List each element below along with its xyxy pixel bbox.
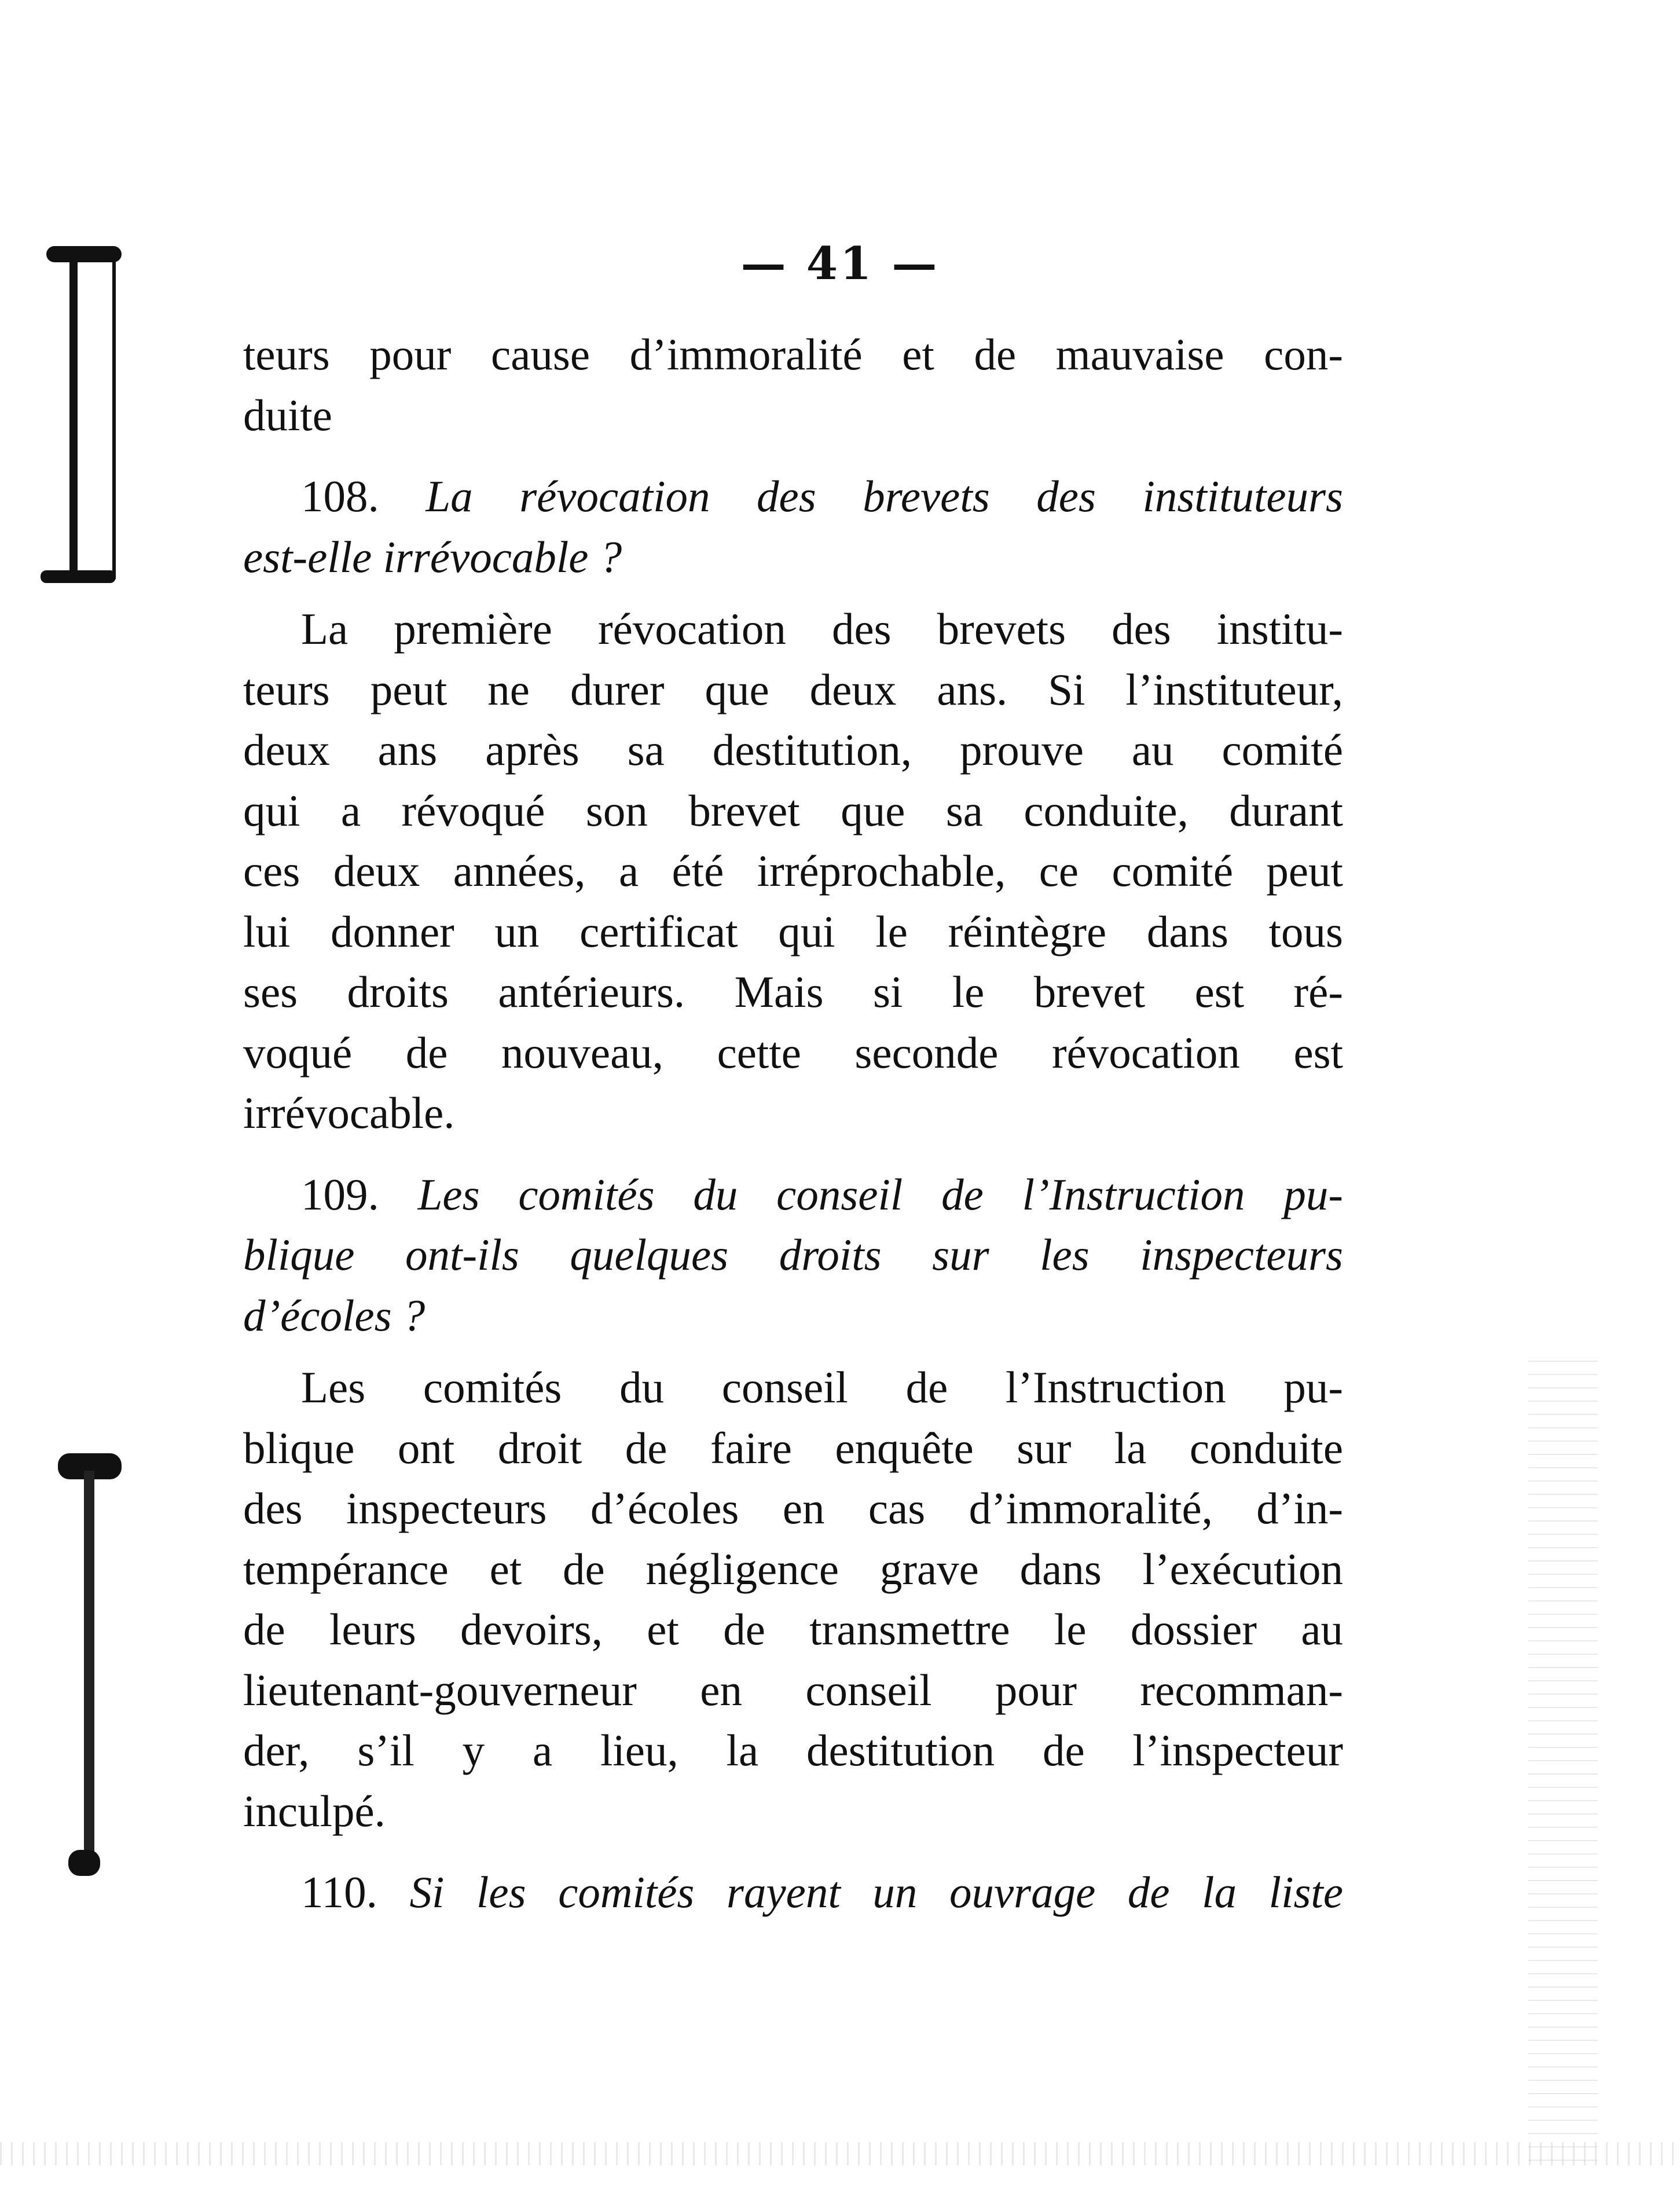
text-line: de leurs devoirs, et de transmettre le dossier au bbox=[243, 1604, 1343, 1654]
text-line: ces deux années, a été irréprochable, ce comité peut bbox=[243, 846, 1343, 896]
text-line: d’écoles ? bbox=[243, 1290, 425, 1340]
binding-mark-top bbox=[69, 255, 116, 579]
text-line: Les comités du conseil de l’Instruction pu- bbox=[301, 1362, 1343, 1412]
continuation-paragraph bbox=[243, 324, 1343, 445]
binding-mark-bottom-foot bbox=[68, 1850, 100, 1876]
text-line: blique ont-ils quelques droits sur les inspecteurs bbox=[243, 1230, 1343, 1280]
text-line: duite bbox=[243, 390, 332, 440]
scan-noise-bottom bbox=[0, 2142, 1680, 2165]
question-number: 110. bbox=[301, 1867, 377, 1917]
question-text: Les comités du conseil de l’Instruction pu- bbox=[417, 1169, 1343, 1219]
text-line: teurs pour cause d’immoralité et de mauvaise con- bbox=[243, 329, 1343, 379]
text-line: voqué de nouveau, cette seconde révocation est bbox=[243, 1027, 1343, 1077]
text-line: teurs peut ne durer que deux ans. Si l’instituteur, bbox=[243, 664, 1343, 714]
question-number: 109. bbox=[301, 1169, 379, 1219]
answer-109 bbox=[243, 1357, 1343, 1841]
text-line: inculpé. bbox=[243, 1786, 386, 1836]
question-text: Si les comités rayent un ouvrage de la liste bbox=[409, 1867, 1344, 1917]
scan-noise-right bbox=[1528, 1361, 1598, 2171]
question-108 bbox=[243, 466, 1343, 587]
question-number: 108. bbox=[301, 471, 379, 521]
text-line: irrévocable. bbox=[243, 1088, 455, 1138]
text-line: La première révocation des brevets des institu- bbox=[301, 604, 1343, 654]
text-line: qui a révoqué son brevet que sa conduite, durant bbox=[243, 785, 1343, 835]
text-line: der, s’il y a lieu, la destitution de l’inspecteur bbox=[243, 1725, 1343, 1775]
binding-mark-top-foot bbox=[41, 570, 116, 583]
text-line: ses droits antérieurs. Mais si le brevet est ré- bbox=[243, 967, 1343, 1017]
question-110 bbox=[243, 1862, 1343, 1923]
text-line: des inspecteurs d’écoles en cas d’immoralité, d’in- bbox=[243, 1483, 1343, 1533]
text-line: blique ont droit de faire enquête sur la conduite bbox=[243, 1423, 1343, 1473]
text-line: lieutenant-gouverneur en conseil pour recomman- bbox=[243, 1665, 1343, 1715]
answer-108 bbox=[243, 599, 1343, 1144]
body-text bbox=[243, 324, 1343, 1923]
text-line: tempérance et de négligence grave dans l’exécution bbox=[243, 1544, 1343, 1594]
question-text: La révocation des brevets des instituteurs bbox=[425, 471, 1344, 521]
text-line: lui donner un certificat qui le réintègre dans tous bbox=[243, 906, 1343, 956]
question-109 bbox=[243, 1164, 1343, 1346]
text-line: est-elle irrévocable ? bbox=[243, 532, 622, 582]
page-number: — 41 — bbox=[740, 237, 940, 290]
text-line: deux ans après sa destitution, prouve au comité bbox=[243, 725, 1343, 775]
binding-mark-bottom bbox=[84, 1471, 94, 1864]
